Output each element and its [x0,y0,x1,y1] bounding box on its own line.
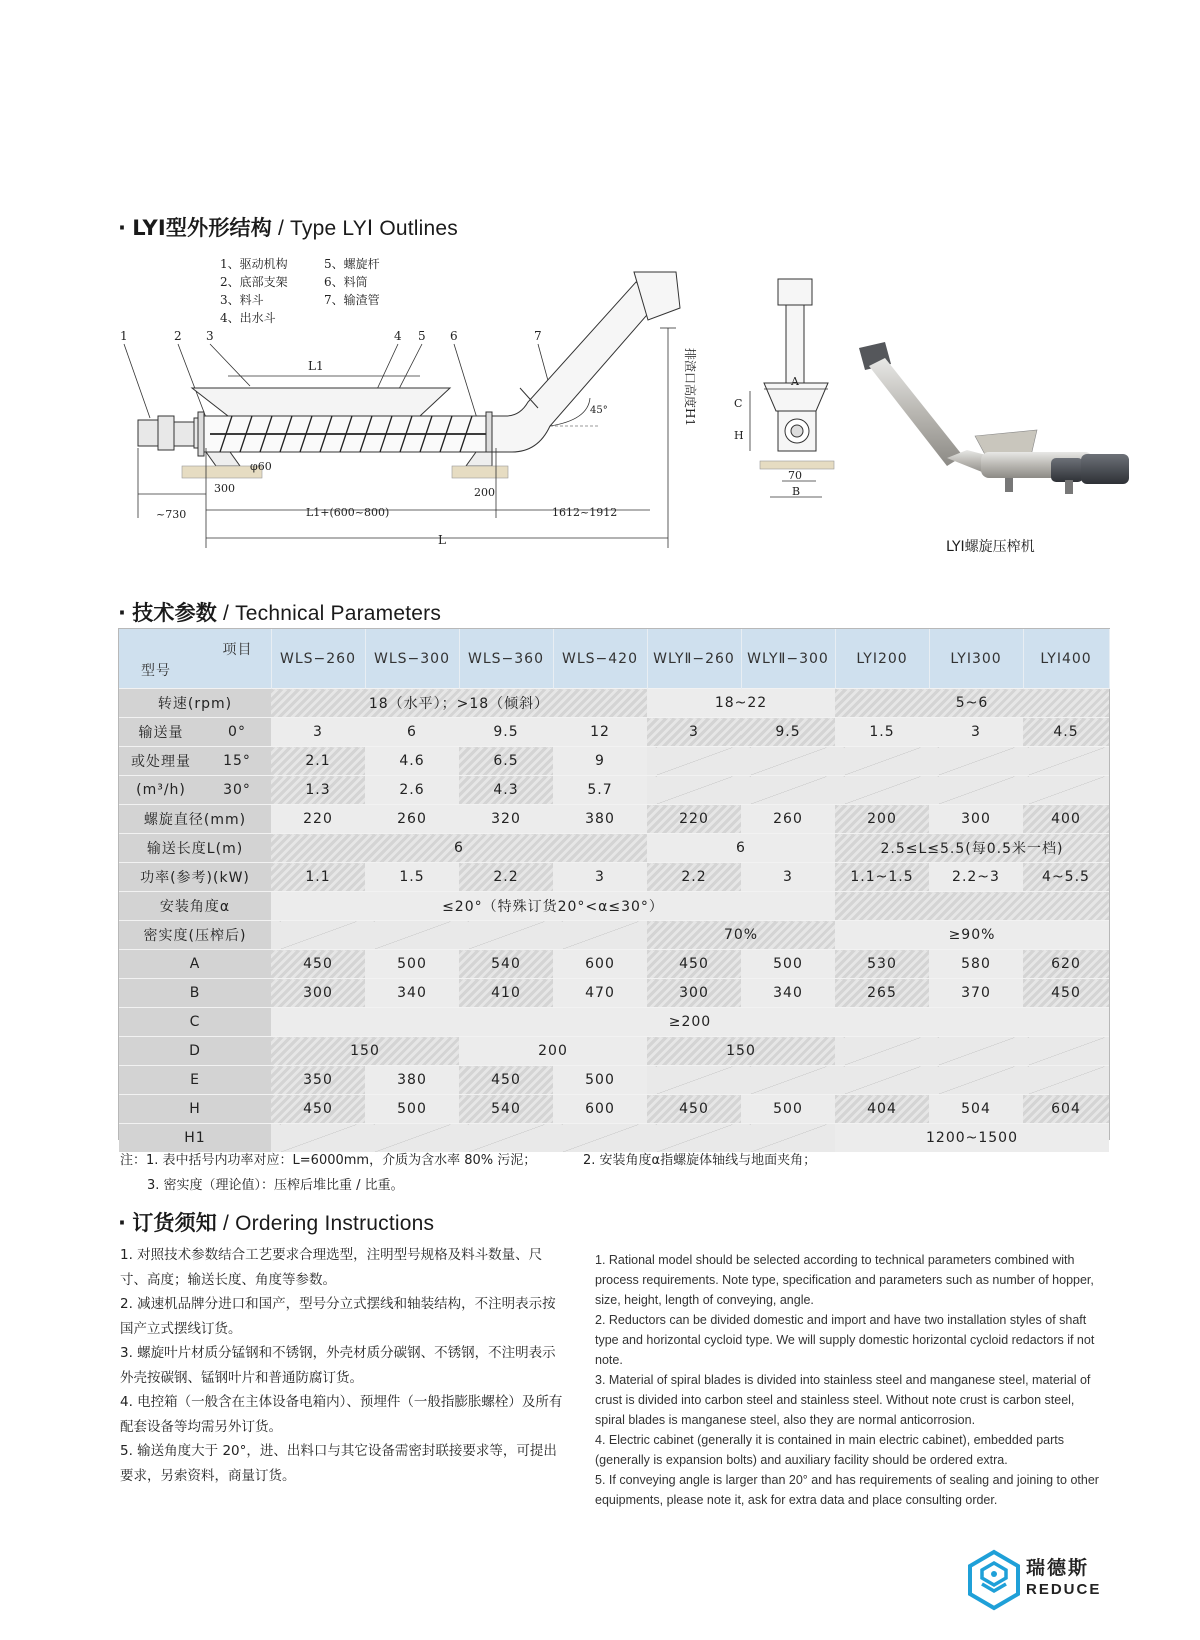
model-header: WLYⅡ−260 [647,629,741,689]
table-row [119,776,1109,805]
table-cell: ≥200 [271,1008,1109,1037]
table-cell: 12 [553,718,647,747]
table-cell: 4.3 [459,776,553,805]
empty-cell [835,1066,929,1095]
empty-cell [553,921,647,950]
product-photo [855,340,1140,515]
table-cell: 200 [835,805,929,834]
table-cell: 500 [741,950,835,979]
empty-cell [459,1124,553,1153]
empty-cell [929,1037,1023,1066]
row-label: 转速(rpm) [119,689,271,718]
table-cell: 3 [929,718,1023,747]
table-cell: 1.3 [271,776,365,805]
callout-number: 1 [120,329,128,343]
table-cell: 450 [271,950,365,979]
empty-cell [1023,776,1109,805]
ordering-instructions-cn [120,1243,565,1488]
table-row [119,689,1109,718]
params-title-en: / Technical Parameters [217,602,442,625]
table-note-2: 2. 安装角度α指螺旋体轴线与地面夹角； [583,1153,817,1168]
table-cell: 150 [271,1037,459,1066]
empty-cell [1023,747,1109,776]
model-header: WLYⅡ−300 [741,629,835,689]
table-cell: 300 [647,979,741,1008]
table-cell: 410 [459,979,553,1008]
row-sublabel: 30° [203,776,271,805]
part-label: 3、料斗 [220,293,264,307]
ordering-item: 3. 螺旋叶片材质分锰钢和不锈钢，外壳材质分碳钢、不锈钢，不注明表示外壳按碳钢、锰钢叶片和普通防腐订货。 [120,1345,556,1386]
empty-cell [835,1037,929,1066]
empty-cell [647,1124,741,1153]
table-cell: 220 [647,805,741,834]
table-cell: 340 [741,979,835,1008]
callout-number: 5 [418,329,426,343]
table-row [119,950,1109,979]
model-header: LYⅠ400 [1023,629,1109,689]
model-header: WLS−420 [553,629,647,689]
table-cell: 6 [271,834,647,863]
table-cell: 504 [929,1095,1023,1124]
side-dim-70: 70 [788,469,802,482]
dim-l1-plus: L1+(600~800) [306,506,390,519]
empty-cell [271,921,365,950]
row-label: H1 [119,1124,271,1153]
table-cell: 500 [365,1095,459,1124]
table-cell: 404 [835,1095,929,1124]
row-label: C [119,1008,271,1037]
table-cell: 2.5≤L≤5.5(每0.5米一档) [835,834,1109,863]
table-cell: 380 [365,1066,459,1095]
model-header: WLS−360 [459,629,553,689]
dim-phi60: φ60 [250,460,272,473]
table-note-3: 3. 密实度（理论值）：压榨后堆比重 / 比重。 [147,1178,404,1193]
empty-cell [929,1066,1023,1095]
table-cell: 580 [929,950,1023,979]
table-cell: 3 [647,718,741,747]
side-dim-A: A [791,375,799,388]
table-cell: 600 [553,950,647,979]
table-cell: 450 [271,1095,365,1124]
empty-cell [741,747,835,776]
table-cell: 4~5.5 [1023,863,1109,892]
ordering-item: 2. Reductors can be divided domestic and import and have two installation styles of shaft type and horizontal cycloid type. We will supply domestic horizontal cycloid redactors if not note. [595,1313,1095,1367]
empty-cell [271,1124,365,1153]
table-cell: 200 [459,1037,647,1066]
table-cell: 500 [553,1066,647,1095]
table-row [119,892,1109,921]
table-row [119,921,1109,950]
table-row [119,805,1109,834]
table-cell: ≥90% [835,921,1109,950]
row-label: (m³/h) [119,776,203,805]
table-row [119,863,1109,892]
angle-label: 45° [590,405,608,416]
table-cell: 3 [271,718,365,747]
table-cell: 350 [271,1066,365,1095]
part-label: 1、驱动机构 [220,257,288,271]
row-label: 安装角度α [119,892,271,921]
table-cell: 2.2~3 [929,863,1023,892]
empty-cell [647,747,741,776]
empty-cell [835,892,1109,921]
empty-cell [741,776,835,805]
parameter-table [118,628,1110,1146]
table-cell: 1.5 [835,718,929,747]
table-cell: 340 [365,979,459,1008]
row-label: A [119,950,271,979]
table-note-1: 注：1. 表中括号内功率对应：L=6000mm，介质为含水率 80% 污泥； [120,1153,537,1168]
empty-cell [741,1124,835,1153]
table-cell: 604 [1023,1095,1109,1124]
part-label: 6、料筒 [324,275,368,289]
table-cell: 3 [741,863,835,892]
dim-l1: L1 [308,359,324,373]
table-cell: 6 [365,718,459,747]
table-cell: 530 [835,950,929,979]
ordering-instructions-en [595,1250,1105,1510]
empty-cell [929,747,1023,776]
table-cell: 18（水平）；>18（倾斜） [271,689,647,718]
table-row [119,1008,1109,1037]
table-cell: 220 [271,805,365,834]
outlines-title-en: / Type LYⅠ Outlines [271,217,458,240]
empty-cell [553,1124,647,1153]
dim-730: ~730 [156,508,187,521]
table-cell: 400 [1023,805,1109,834]
table-cell: 2.1 [271,747,365,776]
row-label: 或处理量 [119,747,203,776]
callout-number: 4 [394,329,402,343]
brand-name-en: REDUCE [1026,1581,1102,1598]
side-dim-C: C [734,397,743,410]
side-dim-H: H [734,429,744,442]
callout-number: 2 [174,329,182,343]
ordering-item: 1. Rational model should be selected according to technical parameters combined with process requirements. Note type, specification and parameters such as number of hopper, size, height, length of conveying, angle. [595,1253,1094,1307]
row-label: E [119,1066,271,1095]
table-cell: 2.2 [459,863,553,892]
row-label: 密实度(压榨后) [119,921,271,950]
part-label: 2、底部支架 [220,275,288,289]
table-row [119,1124,1109,1153]
table-cell: 450 [1023,979,1109,1008]
part-label: 4、出水斗 [220,311,276,325]
table-cell: 260 [741,805,835,834]
table-cell: 500 [741,1095,835,1124]
brand-logo-icon [968,1550,1020,1610]
dim-200: 200 [474,486,495,499]
table-row [119,979,1109,1008]
table-cell: 9.5 [459,718,553,747]
side-view-drawing [734,275,870,537]
table-cell: 1.1 [271,863,365,892]
outlines-title: · LYⅠ型外形结构 / Type LYⅠ Outlines [118,216,458,240]
outline-drawing [120,248,700,593]
model-header: WLS−260 [271,629,365,689]
corner-bottom: 型号 [141,663,171,679]
table-cell: 6.5 [459,747,553,776]
outlines-title-cn: LYⅠ型外形结构 [132,216,272,240]
empty-cell [1023,1037,1109,1066]
table-cell: 5~6 [835,689,1109,718]
table-row [119,834,1109,863]
empty-cell [1023,1066,1109,1095]
table-cell: 265 [835,979,929,1008]
row-sublabel: 0° [203,718,271,747]
dim-L: L [438,533,446,547]
model-header: LYⅠ300 [929,629,1023,689]
dim-300: 300 [214,482,235,495]
table-cell: 9.5 [741,718,835,747]
table-cell: 260 [365,805,459,834]
table-cell: 70% [647,921,835,950]
ordering-item: 5. 输送角度大于 20°，进、出料口与其它设备需密封联接要求等，可提出要求，另索资料，商量订货。 [120,1443,557,1484]
table-cell: 1.1~1.5 [835,863,929,892]
part-label: 5、螺旋杆 [324,257,380,271]
table-cell: 320 [459,805,553,834]
row-label: 输送长度L(m) [119,834,271,863]
empty-cell [459,921,553,950]
row-label: D [119,1037,271,1066]
ordering-title-en: / Ordering Instructions [217,1212,435,1235]
ordering-title: · 订货须知 / Ordering Instructions [118,1211,435,1235]
table-cell: 540 [459,950,553,979]
table-cell: 450 [647,950,741,979]
empty-cell [835,776,929,805]
table-cell: 300 [929,805,1023,834]
empty-cell [741,1066,835,1095]
part-label: 7、输渣管 [324,293,380,307]
table-cell: 370 [929,979,1023,1008]
row-label: H [119,1095,271,1124]
ordering-title-cn: 订货须知 [132,1211,217,1235]
row-label: B [119,979,271,1008]
table-cell: 4.5 [1023,718,1109,747]
table-cell: 450 [459,1066,553,1095]
table-cell: 18~22 [647,689,835,718]
table-cell: 450 [647,1095,741,1124]
table-corner-header [119,629,271,689]
ordering-item: 1. 对照技术参数结合工艺要求合理选型，注明型号规格及料斗数量、尺寸、高度；输送长度、角度等参数。 [120,1247,543,1288]
table-cell: 540 [459,1095,553,1124]
params-title-cn: 技术参数 [132,601,217,625]
model-header: LYⅠ200 [835,629,929,689]
ordering-item: 4. Electric cabinet (generally it is contained in main electric cabinet), embedded parts (generally is expansion bolts) and auxiliary facility should be ordered extra. [595,1433,1064,1467]
table-row [119,718,1109,747]
photo-caption: LYⅠ螺旋压榨机 [946,539,1035,555]
table-cell: 600 [553,1095,647,1124]
ordering-item: 3. Material of spiral blades is divided into stainless steel and manganese steel, material of crust is divided into carbon steel and stainless steel. Without note crust is carbon steel, spiral blades is manganese steel, also they are normal anticorrosion. [595,1373,1091,1427]
row-label: 功率(参考)(kW) [119,863,271,892]
table-cell: 5.7 [553,776,647,805]
row-sublabel: 15° [203,747,271,776]
row-label: 螺旋直径(mm) [119,805,271,834]
table-cell: 9 [553,747,647,776]
h1-label: 排渣口高度H1 [683,348,697,427]
table-cell: 470 [553,979,647,1008]
table-cell: 1200~1500 [835,1124,1109,1153]
ordering-item: 4. 电控箱（一般含在主体设备电箱内）、预埋件（一般指膨胀螺栓）及所有配套设备等均需另外订货。 [120,1394,563,1435]
side-dim-B: B [792,485,801,498]
empty-cell [835,747,929,776]
table-cell: 620 [1023,950,1109,979]
empty-cell [365,1124,459,1153]
table-cell: 6 [647,834,835,863]
table-cell: 2.6 [365,776,459,805]
corner-top: 项目 [222,642,253,658]
table-cell: 3 [553,863,647,892]
table-row [119,1095,1109,1124]
table-cell: 150 [647,1037,835,1066]
table-cell: 300 [271,979,365,1008]
callout-number: 7 [534,329,542,343]
empty-cell [647,1066,741,1095]
table-cell: 380 [553,805,647,834]
table-cell: ≤20°（特殊订货20°<α≤30°） [271,892,835,921]
empty-cell [365,921,459,950]
callout-number: 3 [206,329,214,343]
table-row [119,1037,1109,1066]
row-label: 输送量 [119,718,203,747]
model-header: WLS−300 [365,629,459,689]
ordering-item: 2. 减速机品牌分进口和国产，型号分立式摆线和轴装结构，不注明表示按国产立式摆线订货。 [120,1296,556,1337]
ordering-item: 5. If conveying angle is larger than 20° and has requirements of sealing and joining to other equipments, please note it, ask for extra data and place consulting order. [595,1473,1099,1507]
table-row [119,1066,1109,1095]
dim-1612: 1612~1912 [552,506,618,519]
table-cell: 1.5 [365,863,459,892]
table-cell: 2.2 [647,863,741,892]
brand-name-cn: 瑞德斯 [1026,1557,1090,1579]
table-row [119,747,1109,776]
table-cell: 4.6 [365,747,459,776]
empty-cell [929,776,1023,805]
params-title: · 技术参数 / Technical Parameters [118,601,442,625]
empty-cell [647,776,741,805]
callout-number: 6 [450,329,458,343]
table-cell: 500 [365,950,459,979]
